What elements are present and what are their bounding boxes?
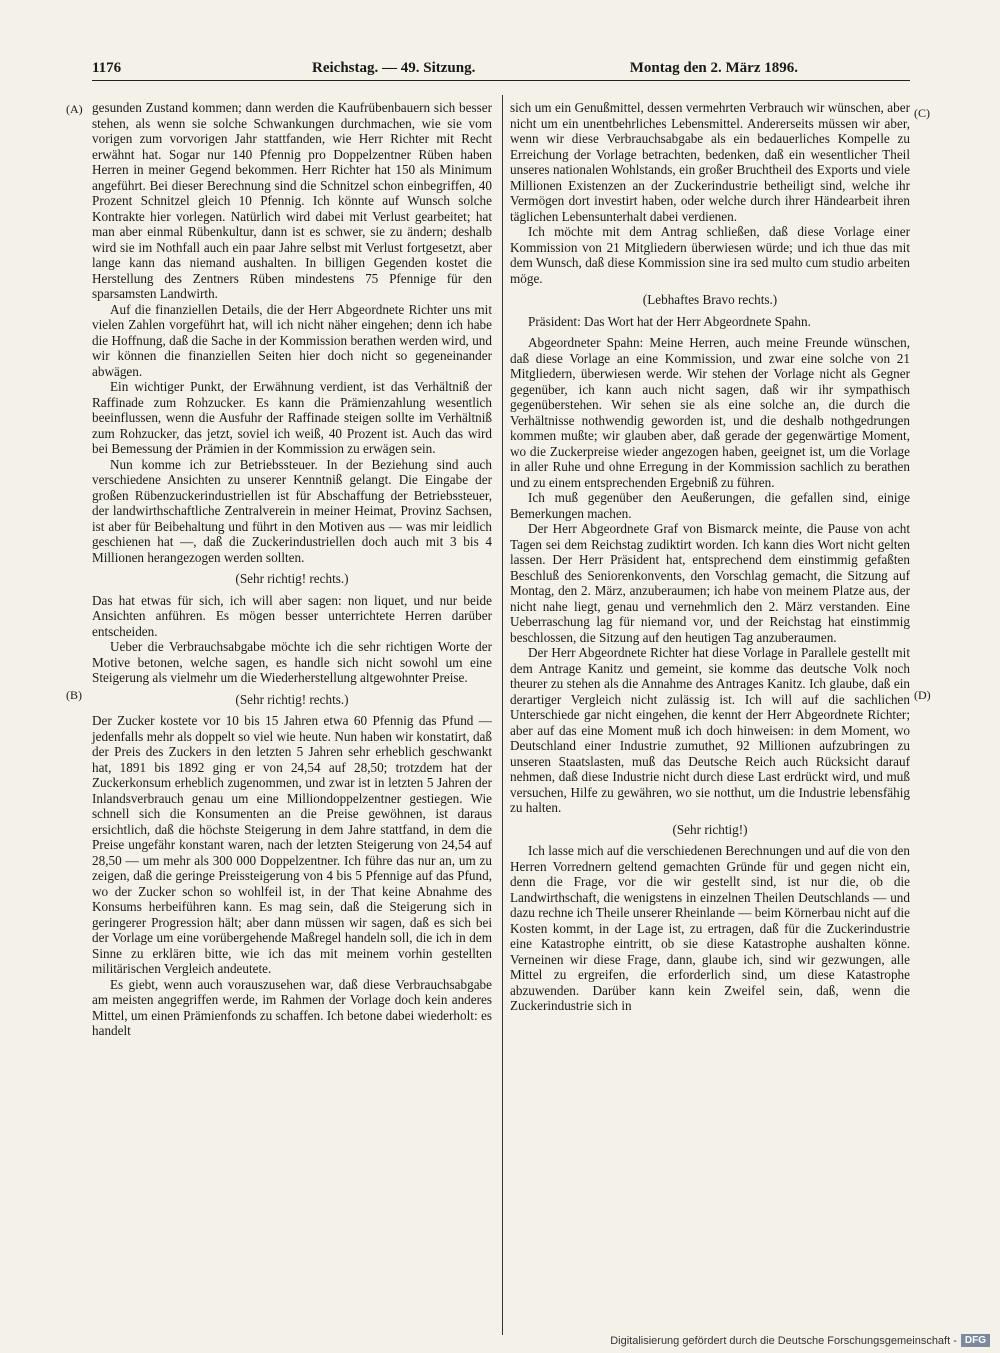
interjection: (Sehr richtig!) — [672, 821, 748, 837]
session-date: Montag den 2. März 1896. — [629, 60, 798, 76]
margin-marker-b: (B) — [66, 688, 82, 702]
paragraph: Der Zucker kostete vor 10 bis 15 Jahren etwa 60 Pfennig das Pfund — jedenfalls mehr als doppelt so viel wie heute. Nun haben wir konstatirt, daß der Preis des Zuckers in den letzten 5 Jahren sehr erheblich geschwankt hat, 1891 bis 1892 ging er von 24,54 auf 28,50; trotzdem hat der Zuckerkonsum erheblich zugenommen, und zwar ist in letzten 5 Jahren der Inlandsverbrauch genau um eine Milliondoppelzentner gestiegen. Wie schnell sich die Konsumenten an die Preise gewöhnen, ist daraus ersichtlich, daß die höchste Steigerung in dem Jahre stattfand, in dem die Preise ungefähr konstant waren, nach der letzten Steigerung von 24,54 auf 28,50 — um mehr als 300 000 Doppelzentner. Ich führe das nur an, um zu zeigen, daß die geringe Preissteigerung von 4 bis 5 Pfennige auf das Pfund, wo der Zucker schon so wohlfeil ist, in der That keine Abnahme des Konsums herbeiführen kann. Es mag sein, daß die Steigerung sich in geringerer Progression hält; aber dann müssen wir sagen, daß es sich bei der Vorlage um eine vorübergehende Maßregel handeln soll, die ich in dem Sinne zu erklären bitte, wie ich das mit meinem vorhin gestellten militärischen Vergleich andeutete. — [92, 713, 492, 976]
speaker-paragraph: Abgeordneter Spahn: Meine Herren, auch meine Freunde wünschen, daß diese Vorlage an eine Kommission, und zwar eine solche von 21 Mitgliedern, überwiesen werde. Wir stehen der Vorlage nicht als Gegner gegenüber, ich kann auch nicht sagen, daß wir ihr sympathisch gegenüberstehen. Wir sehen sie als eine solche an, die durch die Verhältnisse nothwendig geworden ist, und die deshalb nothgedrungen kommen mußte; wir glauben aber, daß gerade der gegenwärtige Moment, wo die Zuckerpreise wieder angezogen haben, geeignet ist, um die Vorlage in aller Ruhe und ohne Erregung in der Kommission sachlich zu berathen und zu einem entsprechenden Ergebniß zu führen. — [510, 335, 910, 490]
paragraph: Ueber die Verbrauchsabgabe möchte ich die sehr richtigen Worte der Motive betonen, welche sagen, es handle sich nicht sowohl um eine Steigerung als vielmehr um die Wiederherstellung altgewohnter Preise. — [92, 639, 492, 685]
margin-marker-d: (D) — [914, 688, 931, 702]
paragraph: gesunden Zustand kommen; dann werden die Kaufrübenbauern sich besser stehen, als wenn sie solche Schwankungen durchmachen, wie sie vom vorigen zum vorvorigen Jahr stattfanden, wie Herr Richter mit Recht erwähnt hat. Sogar nur 140 Pfennig pro Doppelzentner Rüben haben Herren in meiner Gegend bekommen. Herr Richter hat 150 als Minimum angeführt. Bei dieser Berechnung sind die Schnitzel schon einbegriffen, 40 Prozent Schnitzel gleich 10 Pfennig. Ich könnte auf Wunsch solche Kontrakte hier vorlegen. Natürlich wird dabei mit Verlust gearbeitet; hat man aber einmal Rübenkultur, dann ist es schwer, sie zu ändern; deshalb wird sie im Nothfall auch ein paar Jahre selbst mit Verlust fortgesetzt, aber lange kann das niemand aushalten. In billigen Gegenden kostet die Herstellung des Zentners Rüben mindestens 75 Pfennige für den sparsamsten Landwirth. — [92, 100, 492, 301]
right-column — [510, 100, 910, 1014]
paragraph: Das hat etwas für sich, ich will aber sagen: non liquet, und nur beide Ansichten anführen. Es mögen besser unterrichtete Herren darüber entscheiden. — [92, 592, 492, 639]
interjection: (Sehr richtig! rechts.) — [235, 691, 349, 707]
interjection: (Sehr richtig! rechts.) — [235, 571, 349, 586]
paragraph: Ich möchte mit dem Antrag schließen, daß diese Vorlage einer Kommission von 21 Mitgliedern überwiesen würde; und ich thue das mit dem Wunsch, daß diese Kommission sine ira sed multo cum studio arbeiten möge. — [510, 224, 910, 286]
page-number: 1176 — [92, 60, 122, 76]
paragraph: Es giebt, wenn auch vorauszusehen war, daß diese Verbrauchsabgabe am meisten angegriffen werde, im Rahmen der Vorlage doch kein anderes Mittel, um einen Prämienfonds zu schaffen. Ich betone dabei wiederholt: es handelt — [92, 976, 492, 1038]
paragraph: Nun komme ich zur Betriebssteuer. In der Beziehung sind auch verschiedene Ansichten zu unserer Kenntniß gelangt. Die Eingabe der großen Rübenzuckerindustriellen ist für Abschaffung der Betriebssteuer, der landwirthschaftliche Zentralverein in meiner Heimat, Provinz Sachsen, ist aber für Beibehaltung und führt in den Motiven aus — was mir leidlich geschienen hat —, daß die Zuckerindustriellen doch auch mit 3 bis 4 Millionen herangezogen werden sollten. — [92, 456, 492, 565]
paragraph: Ich muß gegenüber den Aeußerungen, die gefallen sind, einige Bemerkungen machen. — [510, 490, 910, 521]
paragraph: Der Herr Abgeordnete Richter hat diese Vorlage in Parallele gestellt mit dem Antrage Kanitz und gemeint, sie komme das deutsche Volk noch theurer zu stehen als die Annahme des Antrages Kanitz. Ich glaube, daß ein derartiger Vergleich nicht zulässig ist. Ich will auf die sachlichen Unterschiede gar nicht eingehen, die kennt der Herr Abgeordnete Richter; aber auf das eine Moment muß ich doch hinweisen: in dem Moment, wo Deutschland einer Industrie zumuthet, 92 Millionen aufzubringen zu unseren Staatslasten, muß das Deutsche Reich auch Rücksicht darauf nehmen, daß diese Industrie nicht durch diese Last erdrückt wird, und muß versuchen, Hilfe zu gewähren, wo sie notthut, um die Industrie lebensfähig zu halten. — [510, 645, 910, 815]
page-header — [92, 58, 910, 82]
margin-marker-c: (C) — [914, 106, 930, 120]
margin-marker-a: (A) — [66, 102, 83, 116]
left-column — [92, 100, 492, 1039]
paragraph: Auf die finanziellen Details, die der Herr Abgeordnete Richter uns mit vielen Zahlen vorgeführt hat, will ich nicht näher eingehen; denn ich habe die Hoffnung, daß die Sache in der Kommission berathen werden wird, und wir können die finanziellen Seiten hier doch nicht so gegeneinander abwägen. — [92, 301, 492, 379]
column-separator — [502, 95, 503, 1335]
paragraph: Der Herr Abgeordnete Graf von Bismarck meinte, die Pause von acht Tagen sei dem Reichstag zudiktirt worden. Ich kann dies Wort nicht gelten lassen. Der Herr Präsident hat, entsprechend dem einstimmig gefaßten Beschluß des Seniorenkonvents, den Vorschlag gemacht, die Sitzung auf Montag, den 2. März, anzuberaumen; ich habe von meinem Platze aus, der nicht nahe liegt, genau und vernehmlich den 2. März verstanden. Eine Ueberraschung lag für niemand vor, und der Reichstag hat einstimmig beschlossen, die Sitzung auf den heutigen Tag anzuberaumen. — [510, 521, 910, 645]
header-rule — [92, 80, 910, 81]
paragraph: Ein wichtiger Punkt, der Erwähnung verdient, ist das Verhältniß der Raffinade zum Rohzucker. Es kann die Prämienzahlung wesentlich beeinflussen, wenn die Ausfuhr der Raffinade steigen sollte im Verhältniß zum Rohzucker, das jetzt, soviel ich weiß, 40 Prozent ist. Auch das wird bei Bemessung der Prämien in der Kommission zu erwägen sein. — [92, 379, 492, 456]
dfg-logo: DFG — [961, 1334, 990, 1347]
paragraph: sich um ein Genußmittel, dessen vermehrten Verbrauch wir wünschen, aber nicht um ein unentbehrliches Lebensmittel. Andererseits müssen wir aber, wenn wir diese Verbrauchsabgabe als ein bedauerliches Kompelle zu Erreichung der Vorlage betrachten, bedenken, daß ein wesentlicher Theil unseres nationalen Wohlstands, ein großer Bruchtheil des Exports und viele Millionen Existenzen an der Zuckerindustrie betheiligt sind, welche ihr Vermögen dort investirt haben, oder welche durch ihrer Händearbeit ihren täglichen Lebensunterhalt dabei verdienen. — [510, 100, 910, 224]
speaker-paragraph: Präsident: Das Wort hat der Herr Abgeordnete Spahn. — [528, 313, 811, 329]
session-title: Reichstag. — 49. Sitzung. — [312, 60, 476, 76]
footer-credit — [610, 1334, 990, 1347]
interjection: (Lebhaftes Bravo rechts.) — [642, 292, 778, 307]
paragraph: Ich lasse mich auf die verschiedenen Berechnungen und auf die von den Herren Vorrednern geltend gemachten Gründe für und gegen nicht ein, denn die Frage, vor die wir gestellt sind, ist nur die, ob die Landwirthschaft, die wenigstens in einzelnen Theilen Deutschlands — und dazu rechne ich Theile unserer Rheinlande — beim Körnerbau nicht auf die Kosten kommt, in der Lage ist, zu ertragen, daß für die Zuckerindustrie eine Katastrophe eintritt, ob sie diese Katastrophe aushalten könne. Verneinen wir diese Frage, dann, glaube ich, sind wir gezwungen, alle Mittel zu ergreifen, die erforderlich sind, um diese Katastrophe abzuwenden. Darüber kann kein Zweifel sein, daß, wenn die Zuckerindustrie sich in — [510, 843, 910, 1013]
footer-text: Digitalisierung gefördert durch die Deutsche Forschungsgemeinschaft - — [610, 1334, 957, 1347]
